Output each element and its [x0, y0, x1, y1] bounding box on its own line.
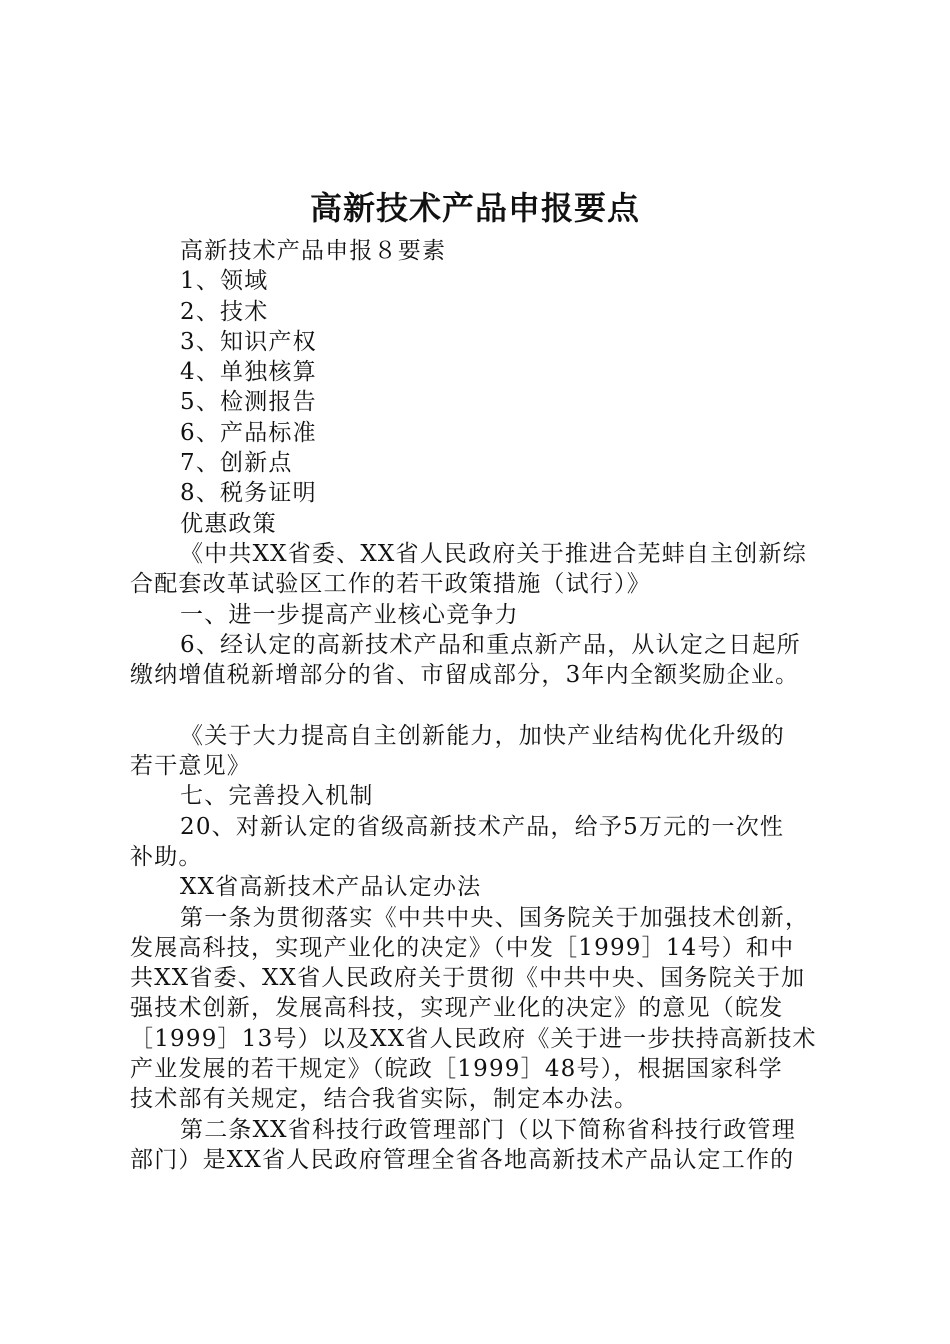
- text-line: 20、对新认定的省级高新技术产品，给予5万元的一次性: [180, 813, 785, 840]
- text-line: 合配套改革试验区工作的若干政策措施（试行）》: [130, 571, 651, 598]
- text-line: 4、单独核算: [180, 359, 317, 386]
- text-line: 若干意见》: [130, 753, 251, 780]
- text-line: 缴纳增值税新增部分的省、市留成部分，3年内全额奖励企业。: [130, 662, 800, 689]
- text-line: 5、检测报告: [180, 389, 317, 416]
- text-line: 七、完善投入机制: [180, 783, 374, 810]
- text-line: 7、创新点: [180, 450, 293, 477]
- text-line: 一、进一步提高产业核心竞争力: [180, 601, 519, 628]
- text-line: 产业发展的若干规定》（皖政［1999］48号），根据国家科学: [130, 1056, 783, 1083]
- text-line: 部门）是XX省人民政府管理全省各地高新技术产品认定工作的: [130, 1146, 795, 1173]
- text-line: 优惠政策: [180, 510, 277, 537]
- text-line: 高新技术产品申报８要素: [180, 238, 447, 264]
- text-line: 8、税务证明: [180, 480, 317, 507]
- document-body: [130, 236, 840, 1175]
- text-line: 6、经认定的高新技术产品和重点新产品，从认定之日起所: [180, 631, 801, 658]
- text-line: 3、知识产权: [180, 328, 317, 355]
- text-line: 发展高科技，实现产业化的决定》（中发［1999］14号）和中: [130, 934, 795, 961]
- text-line: [130, 690, 840, 720]
- text-line: 技术部有关规定，结合我省实际，制定本办法。: [130, 1086, 639, 1113]
- text-line: 《中共XX省委、XX省人民政府关于推进合芜蚌自主创新综: [180, 540, 807, 567]
- text-line: 补助。: [130, 843, 203, 870]
- text-line: 第二条XX省科技行政管理部门（以下简称省科技行政管理: [180, 1116, 796, 1143]
- text-line: 2、技术: [180, 298, 269, 325]
- text-line: 共XX省委、XX省人民政府关于贯彻《中共中央、国务院关于加: [130, 965, 806, 992]
- text-line: 《关于大力提高自主创新能力，加快产业结构优化升级的: [180, 722, 785, 749]
- text-line: XX省高新技术产品认定办法: [180, 874, 482, 901]
- text-line: 6、产品标准: [180, 419, 317, 446]
- text-line: 强技术创新，发展高科技，实现产业化的决定》的意见（皖发: [130, 995, 784, 1022]
- text-line: 第一条为贯彻落实《中共中央、国务院关于加强技术创新，: [180, 904, 810, 931]
- text-line: ［1999］13号）以及XX省人民政府《关于进一步扶持高新技术: [130, 1025, 817, 1052]
- document-title: 高新技术产品申报要点: [309, 189, 640, 227]
- text-line: 1、领域: [180, 268, 269, 295]
